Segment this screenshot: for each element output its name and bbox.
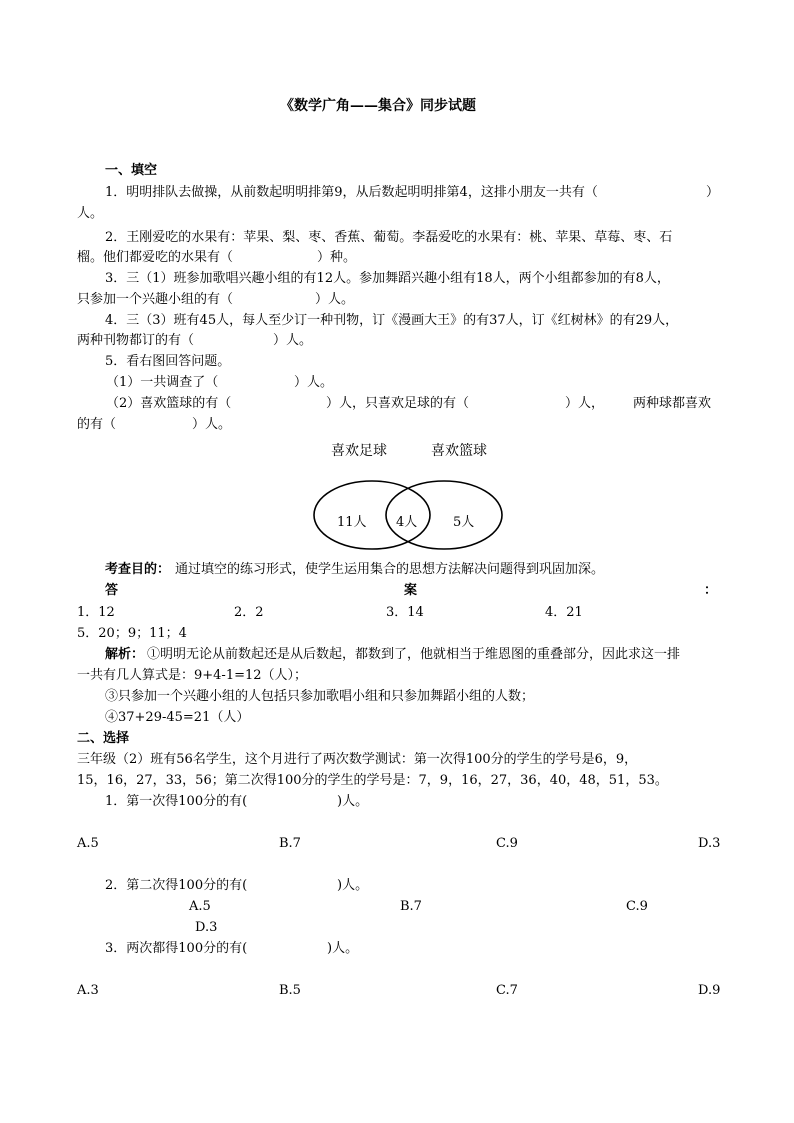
answer-4: 4．21: [545, 605, 583, 620]
analysis-line-2: 一共有几人算式是：9+4-1=12（人）；: [77, 668, 308, 683]
q5-2-text-2: 的有（: [77, 417, 117, 432]
choice-q2-text-end: )人。: [337, 878, 369, 893]
q3-text: 3．三（1）班参加歌唱兴趣小组的有12人。参加舞蹈兴趣小组有18人，两个小组都参加的有8人，: [105, 271, 670, 286]
q5-2-text-mid2: ）人，: [565, 396, 605, 411]
analysis-label: 解析：: [105, 647, 145, 662]
section2-intro-1: 三年级（2）班有56名学生，这个月进行了两次数学测试：第一次得100分的学生的学号是6，9，: [77, 752, 638, 767]
q1-blank-close: ）: [706, 185, 720, 200]
answers-label-2: 案: [404, 583, 418, 598]
q5-text: 5．看右图回答问题。: [105, 354, 231, 369]
purpose-text: 通过填空的练习形式，使学生运用集合的思想方法解决问题得到巩固加深。: [175, 562, 605, 577]
choice-q2-text: 2．第二次得100分的有(: [105, 878, 248, 893]
q5-2-text-end: ）人。: [192, 417, 232, 432]
choice-q2-option-d[interactable]: D.3: [195, 920, 218, 935]
choice-q1-text-end: )人。: [337, 794, 369, 809]
q2-text: 2．王刚爱吃的水果有：苹果、梨、枣、香蕉、葡萄。李磊爱吃的水果有：桃、苹果、草莓、枣、石: [105, 230, 673, 245]
answers-label-1: 答: [105, 583, 119, 598]
choice-q3-option-d[interactable]: D.9: [698, 983, 721, 998]
section-heading-choice: 二、选择: [77, 731, 130, 746]
venn-value-basketball-only: 5人: [453, 515, 475, 530]
q4-text-2: 两种刊物都订的有（: [77, 333, 195, 348]
choice-q1-option-c[interactable]: C.9: [496, 836, 518, 851]
purpose-label: 考查目的：: [105, 562, 171, 577]
choice-q3-option-b[interactable]: B.5: [279, 983, 301, 998]
q5-1-text: （1）一共调查了（: [106, 375, 219, 390]
section2-intro-2: 15，16，27，33，56；第二次得100分的学生的学号是：7，9，16，27，36，40，48，51，53。: [77, 773, 668, 788]
answer-5: 5．20；9；11；4: [77, 626, 187, 641]
venn-label-football: 喜欢足球: [331, 443, 387, 459]
choice-q1-option-b[interactable]: B.7: [279, 836, 301, 851]
q3-text-2: 只参加一个兴趣小组的有（: [77, 292, 234, 307]
choice-q3-text: 3．两次都得100分的有(: [105, 941, 248, 956]
choice-q1-option-a[interactable]: A.5: [77, 836, 99, 851]
analysis-line-3: ③只参加一个兴趣小组的人包括只参加歌唱小组和只参加舞蹈小组的人数；: [105, 689, 535, 704]
q1-text-end: 人。: [77, 206, 104, 221]
choice-q2-option-c[interactable]: C.9: [626, 899, 648, 914]
section-heading-fill: 一、填空: [105, 163, 158, 178]
q5-2-text-mid3: 两种球都喜欢: [633, 396, 712, 411]
answers-label-colon: ：: [704, 583, 718, 598]
q3-text-end: ）人。: [315, 292, 355, 307]
choice-q2-option-b[interactable]: B.7: [400, 899, 422, 914]
venn-value-football-only: 11人: [337, 515, 367, 530]
answer-2: 2．2: [234, 605, 264, 620]
q5-2-text-mid: ）人，只喜欢足球的有（: [326, 396, 470, 411]
q1-text: 1．明明排队去做操，从前数起明明排第9，从后数起明明排第4，这排小朋友一共有（: [105, 185, 598, 200]
analysis-line-4: ④37+29-45=21（人）: [105, 710, 250, 725]
venn-label-basketball: 喜欢篮球: [431, 443, 487, 459]
q2-text-2: 榴。他们都爱吃的水果有（: [77, 250, 234, 265]
answer-1: 1．12: [77, 605, 115, 620]
q4-text-end: ）人。: [273, 333, 313, 348]
choice-q1-text: 1．第一次得100分的有(: [105, 794, 248, 809]
answer-3: 3．14: [386, 605, 424, 620]
q4-text: 4．三（3）班有45人，每人至少订一种刊物，订《漫画大王》的有37人，订《红树林》的有29人，: [105, 313, 679, 328]
choice-q2-option-a[interactable]: A.5: [189, 899, 211, 914]
venn-value-overlap: 4人: [396, 515, 418, 530]
choice-q3-text-end: )人。: [327, 941, 359, 956]
q5-2-text: （2）喜欢篮球的有（: [106, 396, 232, 411]
choice-q3-option-a[interactable]: A.3: [77, 983, 99, 998]
q5-1-text-end: ）人。: [294, 375, 334, 390]
choice-q1-option-d[interactable]: D.3: [698, 836, 721, 851]
page-title: 《数学广角——集合》同步试题: [280, 98, 476, 114]
choice-q3-option-c[interactable]: C.7: [496, 983, 518, 998]
q2-text-end: ）种。: [317, 250, 357, 265]
analysis-line-1: ①明明无论从前数起还是从后数起，都数到了，他就相当于维恩图的重叠部分，因此求这一排: [147, 647, 681, 662]
